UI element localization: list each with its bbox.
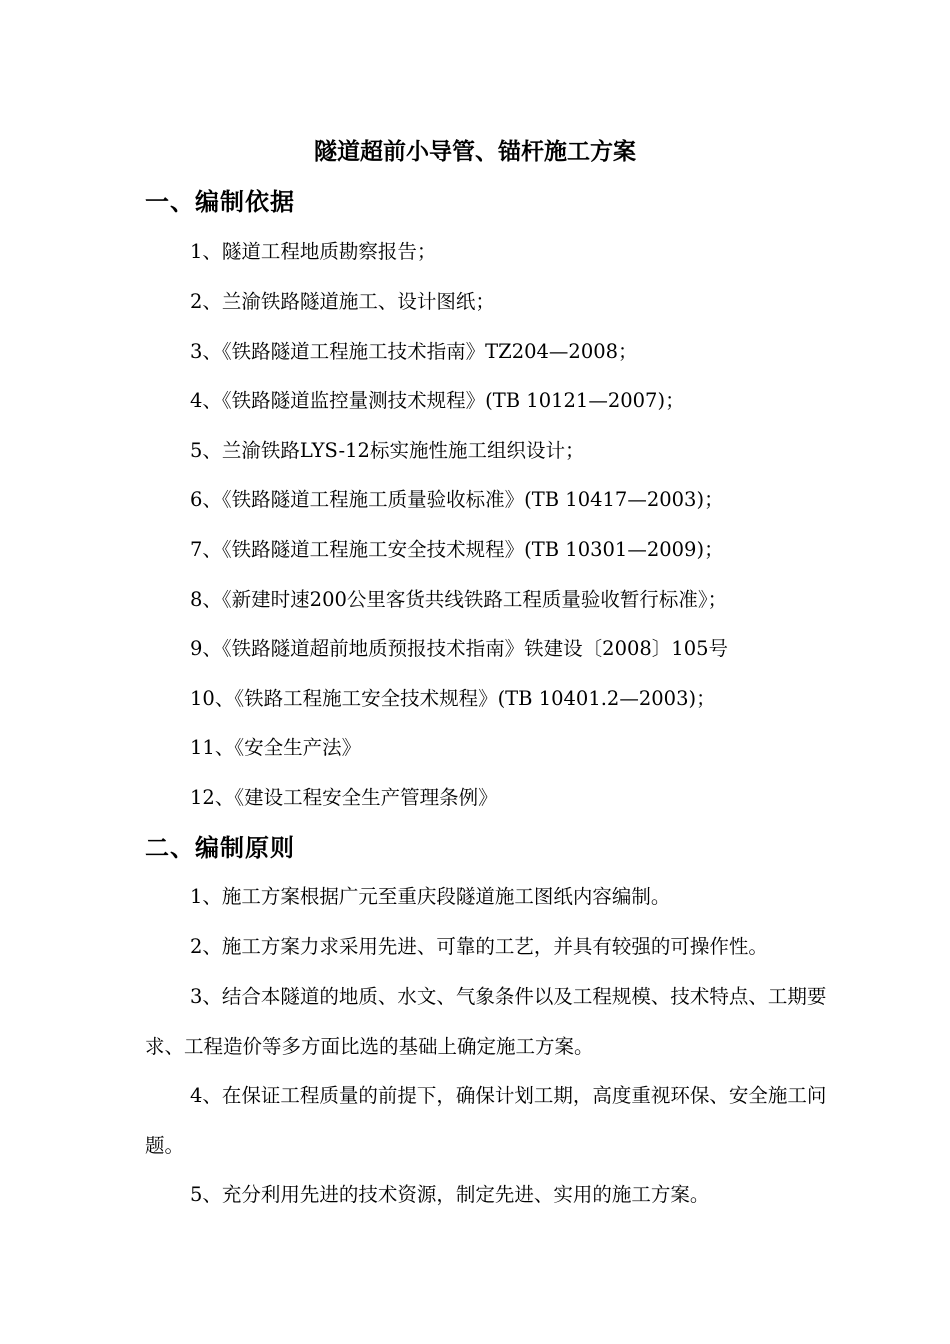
list-item: 9、《铁路隧道超前地质预报技术指南》铁建设〔2008〕105号 <box>190 637 729 660</box>
principle-paragraph: 1、施工方案根据广元至重庆段隧道施工图纸内容编制。 <box>190 885 671 908</box>
list-item: 7、《铁路隧道工程施工安全技术规程》(TB 10301—2009)； <box>190 538 724 561</box>
principle-paragraph: 4、在保证工程质量的前提下，确保计划工期，高度重视环保、安全施工问题。 <box>145 1084 827 1157</box>
principle-paragraph: 3、结合本隧道的地质、水文、气象条件以及工程规模、技术特点、工期要求、工程造价等多方面比选的基础上确定施工方案。 <box>145 985 827 1058</box>
list-item: 5、兰渝铁路LYS-12标实施性施工组织设计； <box>190 439 585 462</box>
list-item: 2、兰渝铁路隧道施工、设计图纸； <box>190 290 495 313</box>
list-item: 1、隧道工程地质勘察报告； <box>190 240 437 263</box>
list-item: 6、《铁路隧道工程施工质量验收标准》(TB 10417—2003)； <box>190 488 724 511</box>
list-item: 8、《新建时速200公里客货共线铁路工程质量验收暂行标准》； <box>190 588 728 611</box>
section-heading-basis: 一、编制依据 <box>145 188 295 216</box>
document-title: 隧道超前小导管、锚杆施工方案 <box>314 139 636 165</box>
list-item: 11、《安全生产法》 <box>190 736 362 759</box>
list-item: 3、《铁路隧道工程施工技术指南》TZ204—2008； <box>190 340 638 363</box>
principle-paragraph: 5、充分利用先进的技术资源，制定先进、实用的施工方案。 <box>190 1183 710 1206</box>
list-item: 10、《铁路工程施工安全技术规程》(TB 10401.2—2003)； <box>190 687 716 710</box>
list-item: 12、《建设工程安全生产管理条例》 <box>190 786 498 809</box>
list-item: 4、《铁路隧道监控量测技术规程》(TB 10121—2007)； <box>190 389 685 412</box>
principle-paragraph: 2、施工方案力求采用先进、可靠的工艺，并具有较强的可操作性。 <box>190 935 768 958</box>
section-heading-principles: 二、编制原则 <box>145 834 295 862</box>
